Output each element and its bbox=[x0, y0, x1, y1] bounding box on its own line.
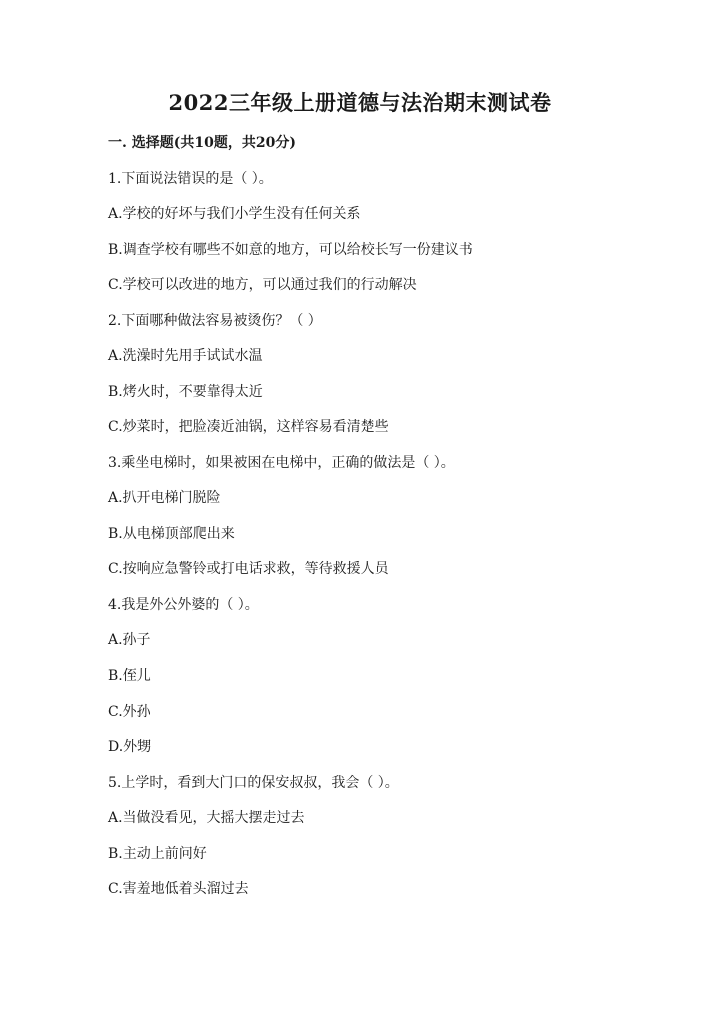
question-4-option-a: A.孙子 bbox=[108, 632, 151, 648]
question-4-option-d: D.外甥 bbox=[108, 739, 152, 755]
question-4-stem: 4.我是外公外婆的（ ）。 bbox=[108, 597, 259, 613]
question-2-stem: 2.下面哪种做法容易被烫伤？（ ） bbox=[108, 313, 322, 329]
question-5-stem: 5.上学时，看到大门口的保安叔叔，我会（ ）。 bbox=[108, 775, 399, 791]
question-3-option-a: A.扒开电梯门脱险 bbox=[108, 490, 221, 506]
question-4-option-b: B.侄儿 bbox=[108, 668, 151, 684]
question-2-option-a: A.洗澡时先用手试试水温 bbox=[108, 348, 263, 364]
question-1-option-a: A.学校的好坏与我们小学生没有任何关系 bbox=[108, 206, 361, 222]
question-1-stem: 1.下面说法错误的是（ ）。 bbox=[108, 171, 273, 187]
question-3-stem: 3.乘坐电梯时，如果被困在电梯中，正确的做法是（ ）。 bbox=[108, 455, 455, 471]
question-3-option-c: C.按响应急警铃或打电话求救，等待救援人员 bbox=[108, 561, 389, 577]
question-2-option-b: B.烤火时，不要靠得太近 bbox=[108, 384, 263, 400]
question-5-option-c: C.害羞地低着头溜过去 bbox=[108, 881, 249, 897]
question-4-option-c: C.外孙 bbox=[108, 704, 151, 720]
question-5-option-b: B.主动上前问好 bbox=[108, 846, 207, 862]
question-1-option-b: B.调查学校有哪些不如意的地方，可以给校长写一份建议书 bbox=[108, 242, 473, 258]
exam-title: 2022三年级上册道德与法治期末测试卷 bbox=[168, 90, 552, 115]
question-3-option-b: B.从电梯顶部爬出来 bbox=[108, 526, 235, 542]
question-2-option-c: C.炒菜时，把脸凑近油锅，这样容易看清楚些 bbox=[108, 419, 389, 435]
question-5-option-a: A.当做没看见，大摇大摆走过去 bbox=[108, 810, 305, 826]
question-1-option-c: C.学校可以改进的地方，可以通过我们的行动解决 bbox=[108, 277, 417, 293]
section-heading: 一. 选择题(共10题，共20分) bbox=[108, 135, 296, 151]
